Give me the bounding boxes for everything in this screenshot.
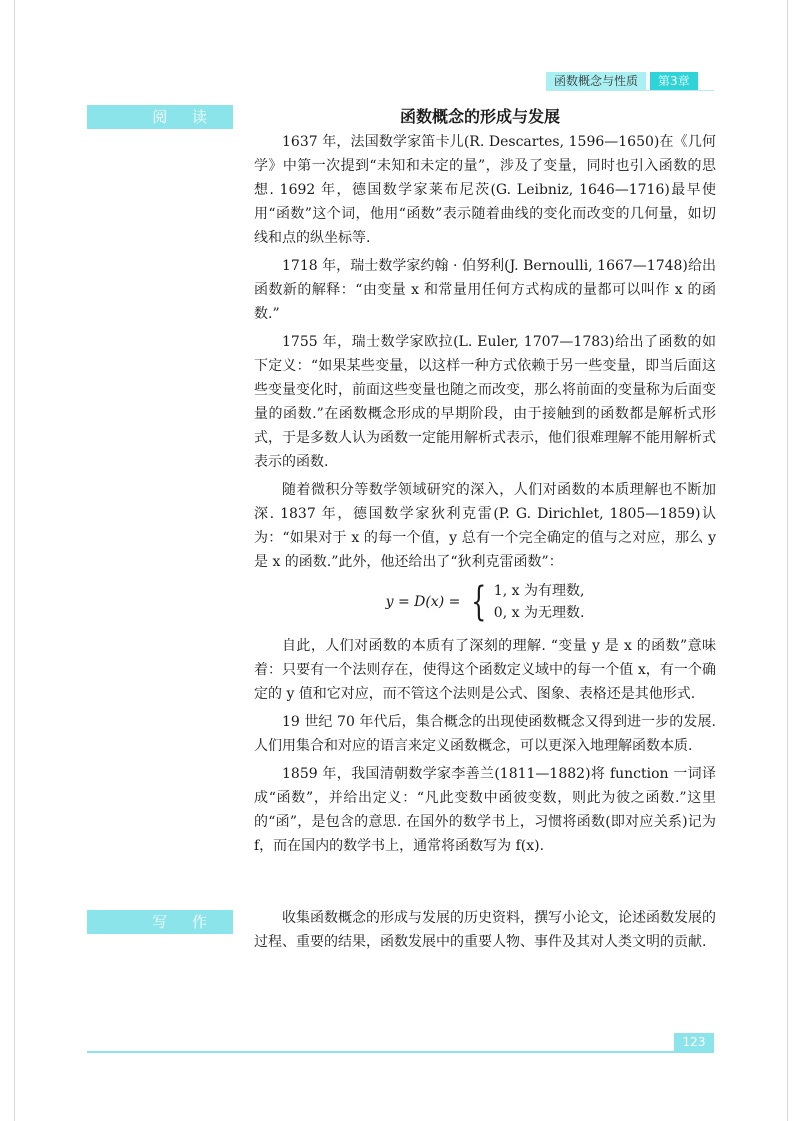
header-rule — [546, 90, 714, 91]
left-brace-icon: { — [471, 579, 487, 625]
paragraph: 19 世纪 70 年代后，集合概念的出现使函数概念又得到进一步的发展. 人们用集合和对应的语言来定义函数概念，可以更深入地理解函数本质. — [254, 714, 716, 754]
writing-paragraph: 收集函数概念的形成与发展的历史资料，撰写小论文，论述函数发展的过程、重要的结果，函数发展中的重要人物、事件及其对人类文明的贡献. — [254, 910, 716, 950]
writing-section-tab: 写 作 — [87, 910, 233, 934]
header-chapter-label: 第3章 — [650, 72, 698, 90]
writing-body — [254, 906, 716, 958]
dirichlet-function-formula — [254, 580, 716, 624]
reading-section-tab: 阅 读 — [87, 105, 233, 129]
running-header — [546, 72, 698, 90]
formula-cases — [494, 580, 585, 624]
paragraph: 1718 年，瑞士数学家约翰 · 伯努利(J. Bernoulli, 1667—1748)给出函数新的解释：“由变量 x 和常量用任何方式构成的量都可以叫作 x 的函数.” — [254, 258, 716, 322]
article-body — [254, 130, 716, 862]
article-title: 函数概念的形成与发展 — [399, 107, 560, 126]
footer-rule — [87, 1051, 714, 1053]
header-section-title: 函数概念与性质 — [546, 72, 646, 90]
formula-case-irrational: 0, x 为无理数. — [493, 605, 585, 621]
paragraph: 随着微积分等数学领域研究的深入，人们对函数的本质理解也不断加深. 1837 年，德国数学家狄利克雷(P. G. Dirichlet, 1805—1859)认为：“如果对于 x 的每一个值，y 总有一个完全确定的值与之对应，那么 y 是 x 的函数.”此外，他还给出了“狄利克雷函数”： — [254, 482, 716, 570]
formula-case-rational: 1, x 为有理数, — [493, 583, 585, 599]
page-number: 123 — [674, 1033, 714, 1051]
formula-lhs: y = D(x) = — [385, 594, 461, 610]
paragraph: 1755 年，瑞士数学家欧拉(L. Euler, 1707—1783)给出了函数的如下定义：“如果某些变量，以这样一种方式依赖于另一些变量，即当后面这些变量变化时，前面这些变量也随之而改变，那么将前面的变量称为后面变量的函数.”在函数概念形成的早期阶段，由于接触到的函数都是解析式形式，于是多数人认为函数一定能用解析式表示，他们很难理解不能用解析式表示的函数. — [254, 334, 716, 470]
paragraph: 1637 年，法国数学家笛卡儿(R. Descartes, 1596—1650)在《几何学》中第一次提到“未知和未定的量”，涉及了变量，同时也引入函数的思想. 1692 年，德国数学家莱布尼茨(G. Leibniz, 1646—1716)最早使用“函数”这个词，他用“函数”表示随着曲线的变化而改变的几何量，如切线和点的纵坐标等. — [254, 134, 716, 246]
paragraph: 1859 年，我国清朝数学家李善兰(1811—1882)将 function 一词译成“函数”，并给出定义：“凡此变数中函彼变数，则此为彼之函数.”这里的“函”，是包含的意思. 在国外的数学书上，习惯将函数(即对应关系)记为 f，而在国内的数学书上，通常将函数写为 f(x). — [254, 766, 716, 854]
paragraph: 自此，人们对函数的本质有了深刻的理解. “变量 y 是 x 的函数”意味着：只要有一个法则存在，使得这个函数定义域中的每一个值 x，有一个确定的 y 值和它对应，而不管这个法则是公式、图象、表格还是其他形式. — [254, 638, 716, 702]
